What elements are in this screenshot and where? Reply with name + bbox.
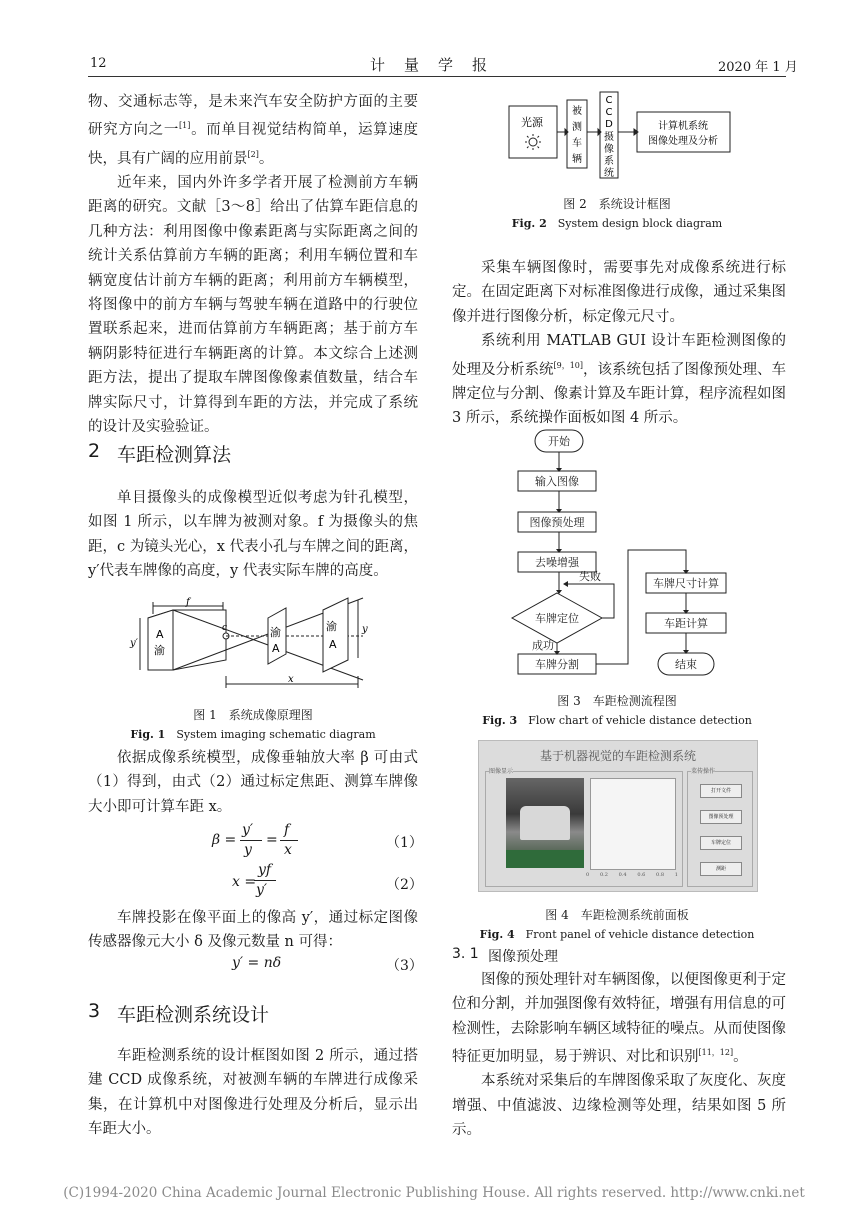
paragraph: 采集车辆图像时，需要事先对成像系统进行标定。在固定距离下对标准图像进行成像，通过采集图像并进行图像分析，标定像元尺寸。 [452,260,786,325]
box-ccd-char: 统 [604,168,614,179]
fig-caption: Front panel of vehicle distance detection [525,928,755,941]
eq-denominator: x [284,842,292,858]
figure-2-diagram [507,90,732,182]
section-3-number: 3 [88,1000,101,1022]
left-paragraph-top [88,90,418,439]
node-locate: 车牌定位 [535,612,579,625]
box-vehicle-char: 被 [572,106,582,117]
figure-1-caption-en [88,726,418,742]
fig-caption: System design block diagram [557,217,723,230]
fig-label: Fig. 3 [482,714,518,727]
citation: [1] [179,121,191,131]
fig-label: Fig. 1 [130,728,166,741]
subsection-3-1-title: 图像预处理 [488,949,558,965]
gui-operation-group [687,768,753,887]
fig-label: Fig. 4 [479,928,515,941]
right-paragraphs-bottom [452,968,786,1143]
box-light-source: 光源 [521,116,543,129]
citation: [9，10] [553,360,584,370]
figure-3-caption-cn: 图 3 车距检测流程图 [557,694,677,708]
equation-2 [232,862,423,902]
eq-lhs: β = [212,832,237,848]
eq-sign: = [266,832,278,848]
box-ccd-char: D [605,119,613,130]
node-preprocess: 图像预处理 [529,516,585,529]
figure-3-caption-en [452,712,782,728]
eq-numerator: y′ [242,822,254,838]
figure-4-panel [478,740,758,892]
paragraph-pinhole [88,486,418,584]
eq-number: （1） [386,835,423,851]
block-diagram [507,90,732,182]
label-success: 成功 [532,639,554,652]
preprocess-button[interactable]: 图像预处理 [700,810,742,824]
paragraph: 近年来，国内外许多学者开展了检测前方车辆距离的研究。文献［3～8］给出了估算车距信息的几种方法：利用图像中像素距离与实际距离之间的统计关系估算前方车辆的距离；利用车辆位置和车辆宽度估计前方车辆的距离；利用前方车辆模型，将图像中的前方车辆与驾驶车辆在道路中的行驶位置联系起来，进而估算前方车辆距离；基于前方车辆阴影特征进行车辆距离的计算。本文综合上述测距方法，提出了提取车牌图像像素值数量，结合车牌实际尺寸，计算得到车距的方法，并完成了系统的设计及实验验证。 [88,174,418,435]
label-fail: 失败 [579,570,601,583]
figure-1-diagram [128,596,383,692]
road-mask [506,850,584,868]
paragraph-design [88,1044,418,1142]
text: 。而单目视觉结构简单，运算速度快，具有广阔的应用前景 [88,122,419,167]
figure-4-caption-en [452,926,782,942]
box-ccd-char: C [605,95,613,106]
text: 单目摄像头的成像模型近似考虑为针孔模型，如图 1 所示，以车牌为被测对象。f 为摄像头的焦距，c 为镜头光心，x 代表小孔与车牌之间的距离，y′代表车牌像的高度，y 代表实际车牌的高度。 [88,490,419,580]
node-distance: 车距计算 [664,617,708,630]
flowchart [510,428,732,680]
box-ccd-char: 摄 [604,132,614,143]
text: 系统利用 MATLAB GUI 设计车距检测图像的处理及分析系统 [452,333,786,378]
gui-title: 基于机器视觉的车距检测系统 [539,749,696,763]
node-input: 输入图像 [535,475,579,488]
text: 车距检测系统的设计框图如图 2 所示，通过搭建 CCD 成像系统，对被测车辆的车牌进行成像采集，在计算机中对图像进行处理及分析后，显示出车距大小。 [88,1048,418,1138]
text: 。 [733,1049,748,1066]
box-vehicle-char: 车 [572,138,582,149]
section-2-title: 车距检测算法 [117,444,232,466]
equation-3: y′ = nδ [232,955,282,971]
figure-1-caption-cn: 图 1 系统成像原理图 [193,708,313,722]
light-icon [525,134,541,150]
imaging-schematic [128,596,383,692]
plate-char: 渝 [270,626,281,639]
label-c: c [222,623,228,633]
fig-label: Fig. 2 [511,217,547,230]
plate-letter: A [272,642,280,655]
equation-3-number: （3） [386,958,423,974]
section-3-title: 车距检测系统设计 [117,1004,270,1026]
node-start: 开始 [548,435,570,448]
citation: [11，12] [698,1048,734,1058]
gui-operation-label: 菜传操作 [691,768,716,775]
node-denoise: 去噪增强 [535,556,579,569]
issue-date: 2020 年 1 月 [718,60,798,75]
text: ，该系统包括了图像预处理、车牌定位与分割、像素计算及车距计算，程序流程如图 3 所示，系统操作面板如图 4 所示。 [452,361,787,427]
figure-4-caption-cn: 图 4 车距检测系统前面板 [545,908,689,922]
fig-caption: Flow chart of vehicle distance detection [528,714,752,727]
eq-denominator: y′ [256,882,268,898]
citation: [2] [247,149,259,159]
text: 物、交通标志等，是未来汽车安全防护方面的主要研究方向之一 [88,94,418,139]
car-shape [520,806,570,840]
empty-axes [590,778,676,870]
tick: 1 [674,872,678,878]
gui-display-label: 图像显示 [489,768,514,775]
gui-display-group [485,768,683,887]
plate-char: 渝 [326,620,337,633]
label-y-prime: y′ [130,638,138,649]
measure-button[interactable]: 测距 [700,862,742,876]
paragraph: 本系统对采集后的车牌图像采取了灰度化、灰度增强、中值滤波、边缘检测等处理，结果如图 5 所示。 [452,1073,786,1139]
label-f: f [186,597,190,608]
eq-denominator: y [244,842,252,858]
paragraph [452,968,786,1069]
node-segment: 车牌分割 [535,658,579,671]
eq-number: （2） [386,877,423,893]
figure-3-flowchart [510,428,732,680]
box-ccd-char: 像 [604,144,614,155]
tick: 0.6 [637,872,646,878]
text: 。 [258,150,274,167]
text: 依据成像系统模型，成像垂轴放大率 β 可由式（1）得到，由式（2）通过标定焦距、测算车牌像大小即可计算车距 x。 [88,750,418,815]
axes-ticks [586,872,678,878]
figure-2-caption-en [452,215,782,231]
equation-1 [212,822,423,862]
tick: 0 [586,872,590,878]
locate-plate-button[interactable]: 车牌定位 [700,836,742,850]
fig-caption: System imaging schematic diagram [176,728,376,741]
box-computer-line2: 图像处理及分析 [648,136,718,147]
box-ccd-char: 系 [604,156,614,167]
label-y: y [362,624,368,635]
open-file-button[interactable]: 打开文件 [700,784,742,798]
figure-2-caption-cn: 图 2 系统设计框图 [563,197,671,211]
section-2-number: 2 [88,440,101,462]
right-paragraphs [452,256,786,431]
box-vehicle-char: 辆 [572,154,582,165]
paragraph [452,329,786,430]
label-x: x [288,674,294,685]
car-image [506,778,584,868]
text: 车牌投影在像平面上的像高 y′，通过标定图像传感器像元大小 δ 及像元数量 n 可得： [88,910,418,951]
journal-name: 计 量 学 报 [370,56,490,74]
header-rule [88,76,786,77]
text: 图像的预处理针对车辆图像，以便图像更利于定位和分割，并加强图像有效特征，增强有用信息的可检测性，去除影响车辆区域特征的噪点。从而使图像特征更加明显，易于辨识、对比和识别 [452,972,786,1066]
paragraph-pixel [88,906,418,955]
paragraph-beta [88,746,418,819]
plate-letter: A [156,628,164,641]
tick: 0.2 [599,872,608,878]
page-number: 12 [90,56,107,71]
copyright-footer: (C)1994-2020 China Academic Journal Electronic Publishing House. All rights reserved. http://www.cnki.net [63,1185,805,1201]
node-size: 车牌尺寸计算 [653,577,719,590]
eq-lhs: x = [232,874,257,890]
box-vehicle-char: 测 [572,122,582,133]
plate-letter: A [329,638,337,651]
box-ccd-char: C [605,107,613,118]
plate-char: 渝 [154,644,165,657]
tick: 0.4 [618,872,627,878]
tick: 0.8 [656,872,664,878]
node-end: 结束 [675,658,697,671]
box-computer-line1: 计算机系统 [658,121,708,132]
subsection-3-1-number: 3. 1 [452,946,479,962]
eq-numerator: yf [258,862,272,878]
eq-numerator: f [284,822,290,838]
